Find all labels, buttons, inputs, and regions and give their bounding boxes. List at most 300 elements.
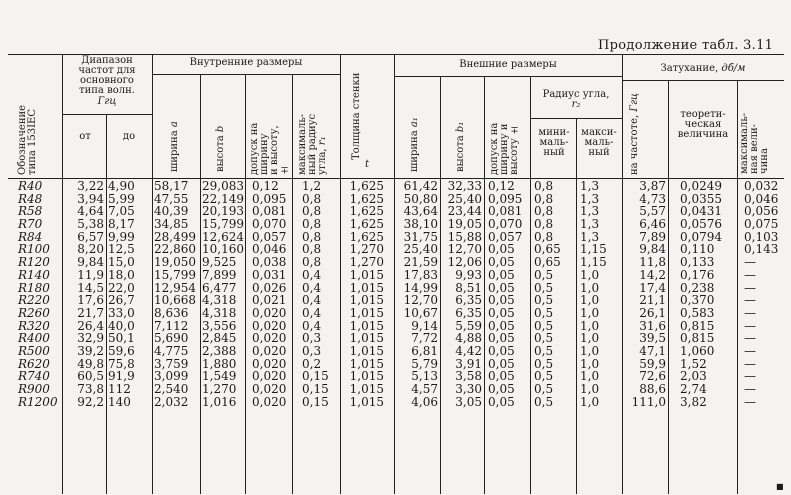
cell-a-3: 34,85 [154, 217, 189, 232]
cell-a-16: 2,540 [154, 382, 189, 396]
cell-r1-4: 0,8 [302, 229, 322, 244]
cell-tol-6: 0,038 [252, 255, 287, 270]
cell-rmax-6: 1,15 [580, 255, 607, 270]
cell-type-10: R260 [18, 305, 50, 320]
rule-v-2 [106, 114, 107, 494]
cell-f-17: 111,0 [631, 394, 666, 409]
header-freq-unit: Ггц [97, 96, 117, 107]
rule-v-10 [484, 76, 485, 494]
cell-type-17: R1200 [18, 394, 58, 409]
cell-t-10: 1,015 [349, 305, 384, 320]
cell-theo-14: 1,52 [680, 356, 707, 371]
cell-f-1: 4,73 [639, 191, 666, 206]
header-atten-max: максималь- ная вели- чина [739, 112, 770, 174]
cell-amax-1: 0,046 [744, 191, 779, 206]
cell-type-14: R620 [18, 356, 50, 371]
cell-b1-12: 4,88 [455, 331, 482, 346]
cell-t-16: 1,015 [349, 382, 384, 396]
cell-t-9: 1,015 [349, 293, 384, 308]
cell-a-15: 3,099 [154, 369, 189, 384]
cell-from-16: 73,8 [77, 382, 104, 396]
col-from [64, 180, 104, 408]
cell-t-0: 1,625 [349, 179, 384, 193]
cell-type-5: R100 [18, 242, 50, 257]
cell-tol-5: 0,046 [252, 242, 287, 257]
cell-r1-10: 0,4 [302, 305, 322, 320]
cell-t-1: 1,625 [349, 191, 384, 206]
cell-tol1-4: 0,057 [488, 229, 523, 244]
cell-tol-13: 0,020 [252, 343, 287, 358]
cell-b-0: 29,083 [202, 179, 244, 193]
cell-rmax-8: 1,0 [580, 280, 600, 295]
cell-f-9: 21,1 [639, 293, 666, 308]
cell-from-9: 17,6 [77, 293, 104, 308]
cell-b-15: 1,549 [202, 369, 237, 384]
cell-a1-0: 61,42 [403, 179, 438, 193]
rule-v-11 [530, 76, 531, 494]
cell-tol-10: 0,020 [252, 305, 287, 320]
cell-from-3: 5,38 [77, 217, 104, 232]
cell-to-7: 18,0 [108, 267, 135, 282]
cell-a-13: 4,775 [154, 343, 189, 358]
cell-b1-4: 15,88 [447, 229, 482, 244]
header-wall: Толщина стенки [351, 72, 362, 160]
cell-b-16: 1,270 [202, 382, 237, 396]
cell-theo-1: 0,0355 [680, 191, 722, 206]
cell-rmax-11: 1,0 [580, 318, 600, 333]
rule-v-14 [668, 80, 669, 494]
cell-type-3: R70 [18, 217, 43, 232]
cell-tol-8: 0,026 [252, 280, 287, 295]
cell-f-4: 7,89 [639, 229, 666, 244]
cell-r1-15: 0,15 [302, 369, 329, 384]
cell-tol1-13: 0,05 [488, 343, 515, 358]
cell-b1-6: 12,06 [447, 255, 482, 270]
cell-a1-3: 38,10 [403, 217, 438, 232]
cell-rmax-1: 1,3 [580, 191, 600, 206]
cell-f-0: 3,87 [639, 179, 666, 193]
cell-from-8: 14,5 [77, 280, 104, 295]
cell-b-9: 4,318 [202, 293, 237, 308]
cell-b-14: 1,880 [202, 356, 237, 371]
col-inner-rad [302, 180, 338, 408]
cell-a-6: 19,050 [154, 255, 196, 270]
cell-a-8: 12,954 [154, 280, 196, 295]
cell-b1-0: 32,33 [447, 179, 482, 193]
cell-a-0: 58,17 [154, 179, 189, 193]
cell-r1-5: 0,8 [302, 242, 322, 257]
cell-tol1-16: 0,05 [488, 382, 515, 396]
rule-v-8 [394, 54, 395, 494]
cell-t-11: 1,015 [349, 318, 384, 333]
cell-t-12: 1,015 [349, 331, 384, 346]
header-atten-theory: теорети- ческая величина [677, 109, 729, 140]
cell-amax-14: — [744, 356, 756, 371]
cell-tol1-9: 0,05 [488, 293, 515, 308]
cell-tol1-7: 0,05 [488, 267, 515, 282]
cell-a1-7: 17,83 [403, 267, 438, 282]
cell-r1-11: 0,4 [302, 318, 322, 333]
cell-theo-7: 0,176 [680, 267, 715, 282]
rule-v-1 [62, 54, 63, 494]
cell-to-9: 26,7 [108, 293, 135, 308]
cell-a1-5: 25,40 [403, 242, 438, 257]
header-to: до [122, 131, 136, 142]
header-inner-width: ширина a [169, 121, 180, 172]
cell-a-5: 22,860 [154, 242, 196, 257]
cell-a-9: 10,668 [154, 293, 196, 308]
cell-b-7: 7,899 [202, 267, 237, 282]
header-inner-height: высота b [215, 125, 226, 172]
cell-rmin-15: 0,5 [534, 369, 554, 384]
cell-to-14: 75,8 [108, 356, 135, 371]
cell-amax-10: — [744, 305, 756, 320]
header-atten-freq: на частоте, Ггц [629, 92, 640, 175]
freq-subheader-rule [62, 114, 152, 115]
cell-amax-9: — [744, 293, 756, 308]
rule-v-9 [440, 76, 441, 494]
cell-a1-12: 7,72 [411, 331, 438, 346]
cell-type-7: R140 [18, 267, 50, 282]
cell-r1-14: 0,2 [302, 356, 322, 371]
cell-tol-15: 0,020 [252, 369, 287, 384]
cell-rmin-7: 0,5 [534, 267, 554, 282]
cell-rmax-13: 1,0 [580, 343, 600, 358]
cell-tol-9: 0,021 [252, 293, 287, 308]
cell-tol-3: 0,070 [252, 217, 287, 232]
cell-b-13: 2,388 [202, 343, 237, 358]
rule-v-12 [576, 118, 577, 494]
cell-t-17: 1,015 [349, 394, 384, 409]
cell-b-2: 20,193 [202, 204, 244, 219]
cell-tol1-0: 0,12 [488, 179, 515, 193]
cell-theo-15: 2,03 [680, 369, 707, 384]
cell-t-8: 1,015 [349, 280, 384, 295]
cell-from-7: 11,9 [77, 267, 104, 282]
cell-a1-1: 50,80 [403, 191, 438, 206]
cell-b1-17: 3,05 [455, 394, 482, 409]
cell-from-10: 21,7 [77, 305, 104, 320]
cell-rmin-8: 0,5 [534, 280, 554, 295]
cell-r1-16: 0,15 [302, 382, 329, 396]
cell-a-11: 7,112 [154, 318, 189, 333]
cell-type-2: R58 [18, 204, 43, 219]
cell-rmax-9: 1,0 [580, 293, 600, 308]
cell-amax-17: — [744, 394, 756, 409]
col-inner-tol [252, 180, 292, 408]
header-from: от [79, 131, 91, 142]
header-inner: Внутренние размеры [189, 57, 303, 68]
cell-type-11: R320 [18, 318, 50, 333]
cell-to-8: 22,0 [108, 280, 135, 295]
header-outer-tol: допуск на ширину и высоту ± [489, 122, 520, 175]
cell-f-2: 5,57 [639, 204, 666, 219]
cell-r1-0: 1,2 [302, 179, 322, 193]
cell-rmax-17: 1,0 [580, 394, 600, 409]
header-outer-height: высота b₁ [455, 121, 466, 172]
cell-to-2: 7,05 [108, 204, 135, 219]
header-atten: Затухание, дб/м [660, 63, 746, 74]
cell-a1-13: 6,81 [411, 343, 438, 358]
cell-to-17: 140 [108, 394, 131, 409]
cell-tol1-1: 0,095 [488, 191, 523, 206]
cell-rmin-12: 0,5 [534, 331, 554, 346]
cell-from-2: 4,64 [77, 204, 104, 219]
cell-to-4: 9,99 [108, 229, 135, 244]
cell-b-6: 9,525 [202, 255, 237, 270]
cell-tol-12: 0,020 [252, 331, 287, 346]
cell-amax-3: 0,075 [744, 217, 779, 232]
cell-a-10: 8,636 [154, 305, 189, 320]
cell-rmin-10: 0,5 [534, 305, 554, 320]
cell-amax-4: 0,103 [744, 229, 779, 244]
cell-rmin-5: 0,65 [534, 242, 561, 257]
cell-rmax-0: 1,3 [580, 179, 600, 193]
col-inner-width [154, 180, 198, 408]
cell-tol-1: 0,095 [252, 191, 287, 206]
cell-b1-13: 4,42 [455, 343, 482, 358]
cell-from-14: 49,8 [77, 356, 104, 371]
cell-from-1: 3,94 [77, 191, 104, 206]
cell-tol-0: 0,12 [252, 179, 279, 193]
page-mark: ■ [776, 482, 784, 491]
col-outer-width [396, 180, 438, 408]
cell-theo-3: 0,0576 [680, 217, 722, 232]
cell-rmin-0: 0,8 [534, 179, 554, 193]
cell-from-11: 26,4 [77, 318, 104, 333]
cell-a1-17: 4,06 [411, 394, 438, 409]
cell-rmin-14: 0,5 [534, 356, 554, 371]
cell-r1-7: 0,4 [302, 267, 322, 282]
cell-rmin-4: 0,8 [534, 229, 554, 244]
cell-f-7: 14,2 [639, 267, 666, 282]
cell-a-7: 15,799 [154, 267, 196, 282]
cell-amax-0: 0,032 [744, 179, 779, 193]
cell-type-13: R500 [18, 343, 50, 358]
cell-tol1-2: 0,081 [488, 204, 523, 219]
col-atten-freq [624, 180, 666, 408]
cell-rmin-17: 0,5 [534, 394, 554, 409]
cell-t-13: 1,015 [349, 343, 384, 358]
cell-b1-11: 5,59 [455, 318, 482, 333]
col-atten-theory [680, 180, 736, 408]
cell-amax-8: — [744, 280, 756, 295]
cell-tol-4: 0,057 [252, 229, 287, 244]
header-freq-range: Диапазон частот для основного типа волн. [78, 55, 136, 96]
cell-tol-11: 0,020 [252, 318, 287, 333]
cell-amax-16: — [744, 382, 756, 396]
rule-v-5 [245, 74, 246, 494]
cell-f-11: 31,6 [639, 318, 666, 333]
outer-header-rule [394, 76, 622, 77]
cell-from-4: 6,57 [77, 229, 104, 244]
cell-type-0: R40 [18, 179, 43, 193]
cell-a-2: 40,39 [154, 204, 189, 219]
cell-amax-2: 0,056 [744, 204, 779, 219]
cell-rmax-4: 1,3 [580, 229, 600, 244]
rule-v-15 [737, 80, 738, 494]
cell-a1-2: 43,64 [403, 204, 438, 219]
cell-to-0: 4,90 [108, 179, 135, 193]
cell-tol1-17: 0,05 [488, 394, 515, 409]
cell-from-0: 3,22 [77, 179, 104, 193]
header-designation: Обозначение типа 153IEC [17, 104, 38, 175]
cell-type-15: R740 [18, 369, 50, 384]
cell-b-4: 12,624 [202, 229, 244, 244]
cell-tol1-14: 0,05 [488, 356, 515, 371]
cell-from-12: 32,9 [77, 331, 104, 346]
cell-b1-10: 6,35 [455, 305, 482, 320]
cell-a1-15: 5,13 [411, 369, 438, 384]
cell-from-6: 9,84 [77, 255, 104, 270]
cell-tol-14: 0,020 [252, 356, 287, 371]
cell-to-3: 8,17 [108, 217, 135, 232]
cell-t-6: 1,270 [349, 255, 384, 270]
cell-rmin-13: 0,5 [534, 343, 554, 358]
cell-to-1: 5,99 [108, 191, 135, 206]
cell-r1-3: 0,8 [302, 217, 322, 232]
col-radius-max [580, 180, 620, 408]
cell-amax-5: 0,143 [744, 242, 779, 257]
col-radius-min [534, 180, 574, 408]
cell-t-15: 1,015 [349, 369, 384, 384]
col-outer-tol [488, 180, 530, 408]
cell-a1-9: 12,70 [403, 293, 438, 308]
cell-r1-1: 0,8 [302, 191, 322, 206]
cell-r1-13: 0,3 [302, 343, 322, 358]
cell-b1-3: 19,05 [447, 217, 482, 232]
cell-to-11: 40,0 [108, 318, 135, 333]
cell-type-12: R400 [18, 331, 50, 346]
header-inner-tol: допуск на ширину и высоту, ± [249, 122, 290, 175]
rule-v-13 [622, 54, 623, 494]
cell-r1-6: 0,8 [302, 255, 322, 270]
cell-type-1: R48 [18, 191, 43, 206]
cell-type-16: R900 [18, 382, 50, 396]
cell-b1-8: 8,51 [455, 280, 482, 295]
cell-theo-5: 0,110 [680, 242, 715, 257]
cell-to-15: 91,9 [108, 369, 135, 384]
cell-theo-0: 0,0249 [680, 179, 722, 193]
cell-theo-4: 0,0794 [680, 229, 722, 244]
cell-tol1-8: 0,05 [488, 280, 515, 295]
cell-theo-6: 0,133 [680, 255, 715, 270]
rule-v-4 [200, 74, 201, 494]
cell-f-8: 17,4 [639, 280, 666, 295]
cell-tol1-11: 0,05 [488, 318, 515, 333]
rule-v-6 [292, 74, 293, 494]
cell-a1-4: 31,75 [403, 229, 438, 244]
cell-from-15: 60,5 [77, 369, 104, 384]
cell-rmin-3: 0,8 [534, 217, 554, 232]
cell-theo-10: 0,583 [680, 305, 715, 320]
cell-a1-6: 21,59 [403, 255, 438, 270]
cell-rmax-15: 1,0 [580, 369, 600, 384]
cell-amax-13: — [744, 343, 756, 358]
cell-theo-8: 0,238 [680, 280, 715, 295]
header-inner-rad: максималь- ный радиус угла, r₁ [297, 113, 328, 175]
cell-b1-1: 25,40 [447, 191, 482, 206]
cell-b-1: 22,149 [202, 191, 244, 206]
cell-amax-6: — [744, 255, 756, 270]
cell-tol1-15: 0,05 [488, 369, 515, 384]
cell-rmax-10: 1,0 [580, 305, 600, 320]
cell-t-2: 1,625 [349, 204, 384, 219]
cell-t-5: 1,270 [349, 242, 384, 257]
cell-r1-8: 0,4 [302, 280, 322, 295]
cell-from-17: 92,2 [77, 394, 104, 409]
cell-to-5: 12,5 [108, 242, 135, 257]
col-type [18, 180, 62, 408]
cell-b1-7: 9,93 [455, 267, 482, 282]
header-corner-radius: Радиус угла, r₂ [542, 89, 610, 110]
cell-rmax-12: 1,0 [580, 331, 600, 346]
cell-type-4: R84 [18, 229, 43, 244]
cell-tol-7: 0,031 [252, 267, 287, 282]
header-corner-min: мини- маль- ный [538, 127, 570, 158]
cell-tol-2: 0,081 [252, 204, 287, 219]
cell-f-13: 47,1 [639, 343, 666, 358]
atten-header-rule [622, 80, 784, 81]
cell-type-9: R220 [18, 293, 50, 308]
cell-type-8: R180 [18, 280, 50, 295]
cell-to-16: 112 [108, 382, 131, 396]
cell-f-3: 6,46 [639, 217, 666, 232]
cell-b-3: 15,799 [202, 217, 244, 232]
cell-rmax-5: 1,15 [580, 242, 607, 257]
cell-rmin-2: 0,8 [534, 204, 554, 219]
cell-theo-17: 3,82 [680, 394, 707, 409]
cell-b-12: 2,845 [202, 331, 237, 346]
cell-rmin-1: 0,8 [534, 191, 554, 206]
cell-rmax-16: 1,0 [580, 382, 600, 396]
cell-a1-8: 14,99 [403, 280, 438, 295]
cell-r1-17: 0,15 [302, 394, 329, 409]
cell-f-6: 11,8 [639, 255, 666, 270]
col-wall [342, 180, 384, 408]
cell-t-14: 1,015 [349, 356, 384, 371]
cell-b1-2: 23,44 [447, 204, 482, 219]
cell-tol1-10: 0,05 [488, 305, 515, 320]
cell-rmax-2: 1,3 [580, 204, 600, 219]
cell-rmax-14: 1,0 [580, 356, 600, 371]
cell-t-4: 1,625 [349, 229, 384, 244]
cell-to-10: 33,0 [108, 305, 135, 320]
cell-amax-11: — [744, 318, 756, 333]
cell-f-10: 26,1 [639, 305, 666, 320]
cell-amax-12: — [744, 331, 756, 346]
cell-to-6: 15,0 [108, 255, 135, 270]
cell-a1-10: 10,67 [403, 305, 438, 320]
cell-tol1-12: 0,05 [488, 331, 515, 346]
cell-a1-11: 9,14 [411, 318, 438, 333]
cell-rmin-11: 0,5 [534, 318, 554, 333]
cell-to-13: 59,6 [108, 343, 135, 358]
cell-r1-12: 0,3 [302, 331, 322, 346]
cell-b-8: 6,477 [202, 280, 237, 295]
cell-type-6: R120 [18, 255, 50, 270]
cell-a1-16: 4,57 [411, 382, 438, 396]
col-inner-height [202, 180, 244, 408]
cell-tol-16: 0,020 [252, 382, 287, 396]
cell-a-4: 28,499 [154, 229, 196, 244]
cell-b1-15: 3,58 [455, 369, 482, 384]
header-corner-max: макси- маль- ный [581, 127, 617, 158]
cell-to-12: 50,1 [108, 331, 135, 346]
cell-rmax-3: 1,3 [580, 217, 600, 232]
cell-b1-14: 3,91 [455, 356, 482, 371]
cell-amax-15: — [744, 369, 756, 384]
